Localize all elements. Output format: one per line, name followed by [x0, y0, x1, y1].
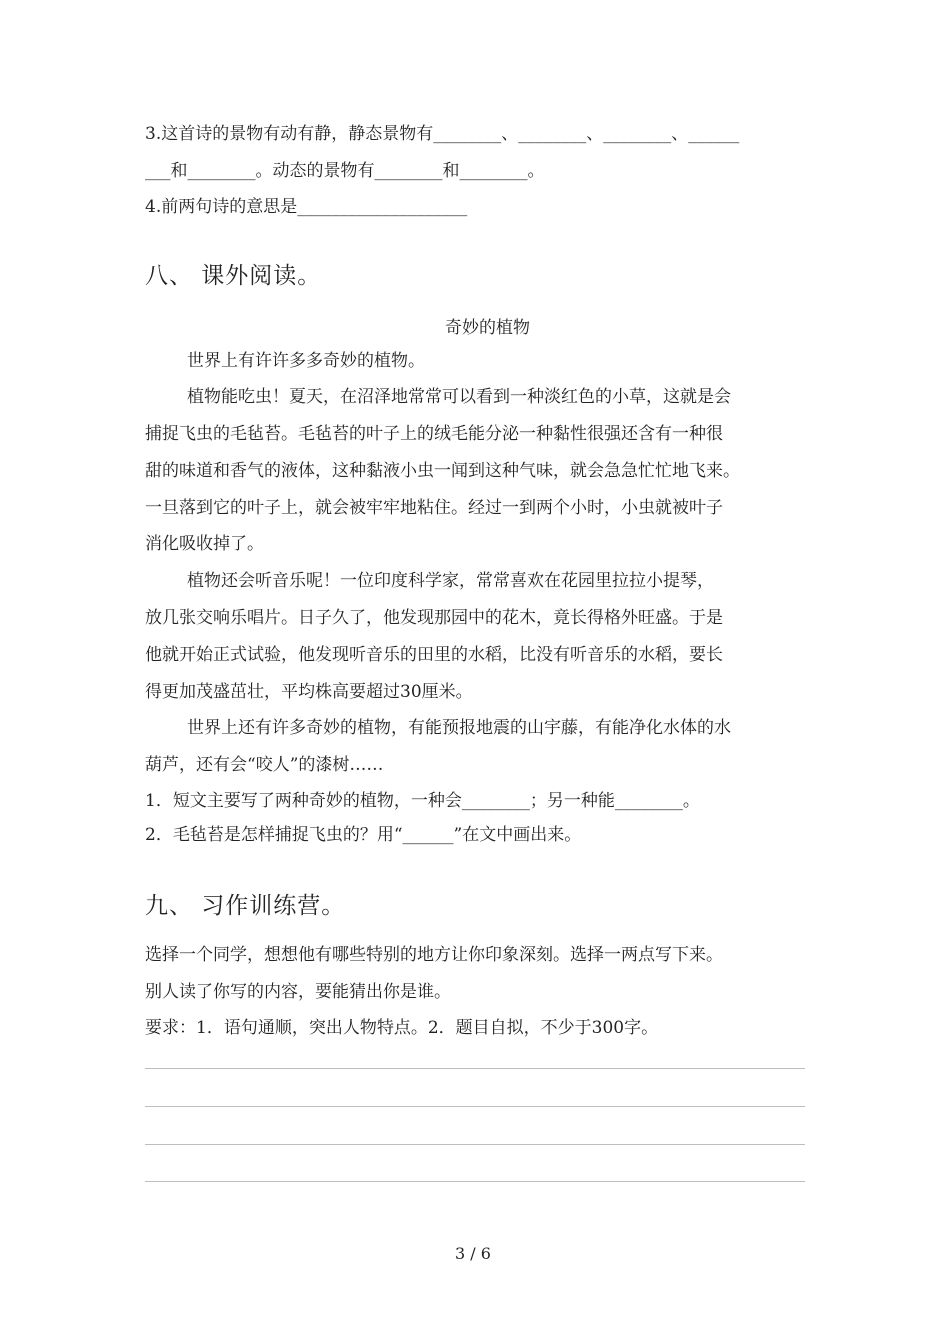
writing-requirements: 要求：1．语句通顺，突出人物特点。2．题目自拟，不少于300字。 — [145, 1018, 659, 1038]
writing-prompt-line: 选择一个同学，想想他有哪些特别的地方让你印象深刻。选择一两点写下来。 — [145, 945, 723, 965]
passage-line: 消化吸收掉了。 — [145, 534, 264, 554]
question-3-line-2: ___和________。动态的景物有________和________。 — [145, 161, 545, 181]
passage-line: 得更加茂盛茁壮，平均株高要超过30厘米。 — [145, 682, 473, 702]
passage-line: 植物能吃虫！夏天，在沼泽地常常可以看到一种淡红色的小草，这就是会 — [187, 387, 731, 407]
passage-line: 世界上还有许多奇妙的植物，有能预报地震的山宇藤，有能净化水体的水 — [187, 718, 731, 738]
passage-title: 奇妙的植物 — [445, 318, 530, 338]
passage-line: 葫芦，还有会“咬人”的漆树…… — [145, 755, 384, 775]
passage-line: 世界上有许许多多奇妙的植物。 — [187, 351, 425, 371]
writing-line — [145, 1181, 805, 1182]
writing-line — [145, 1106, 805, 1107]
reading-question-1: 1．短文主要写了两种奇妙的植物，一种会________；另一种能________。 — [145, 791, 700, 811]
passage-line: 植物还会听音乐呢！一位印度科学家，常常喜欢在花园里拉拉小提琴， — [187, 571, 714, 591]
passage-line: 一旦落到它的叶子上，就会被牢牢地粘住。经过一到两个小时，小虫就被叶子 — [145, 498, 723, 518]
section-8-heading: 八、 课外阅读。 — [145, 263, 322, 289]
passage-line: 放几张交响乐唱片。日子久了，他发现那园中的花木，竟长得格外旺盛。于是 — [145, 608, 723, 628]
passage-line: 甜的味道和香气的液体，这种黏液小虫一闻到这种气味，就会急急忙忙地飞来。 — [145, 461, 740, 481]
question-3-line-1: 3.这首诗的景物有动有静，静态景物有________、________、________、______ — [145, 124, 740, 144]
passage-line: 捕捉飞虫的毛毡苔。毛毡苔的叶子上的绒毛能分泌一种黏性很强还含有一种很 — [145, 424, 723, 444]
passage-line: 他就开始正式试验，他发现听音乐的田里的水稻，比没有听音乐的水稻，要长 — [145, 645, 723, 665]
page-number: 3 / 6 — [455, 1244, 491, 1263]
writing-prompt-line: 别人读了你写的内容，要能猜出你是谁。 — [145, 982, 451, 1002]
writing-line — [145, 1068, 805, 1069]
reading-question-2: 2．毛毡苔是怎样捕捉飞虫的？用“______”在文中画出来。 — [145, 825, 582, 845]
writing-line — [145, 1144, 805, 1145]
question-4: 4.前两句诗的意思是____________________ — [145, 197, 468, 217]
section-9-heading: 九、 习作训练营。 — [145, 893, 346, 919]
